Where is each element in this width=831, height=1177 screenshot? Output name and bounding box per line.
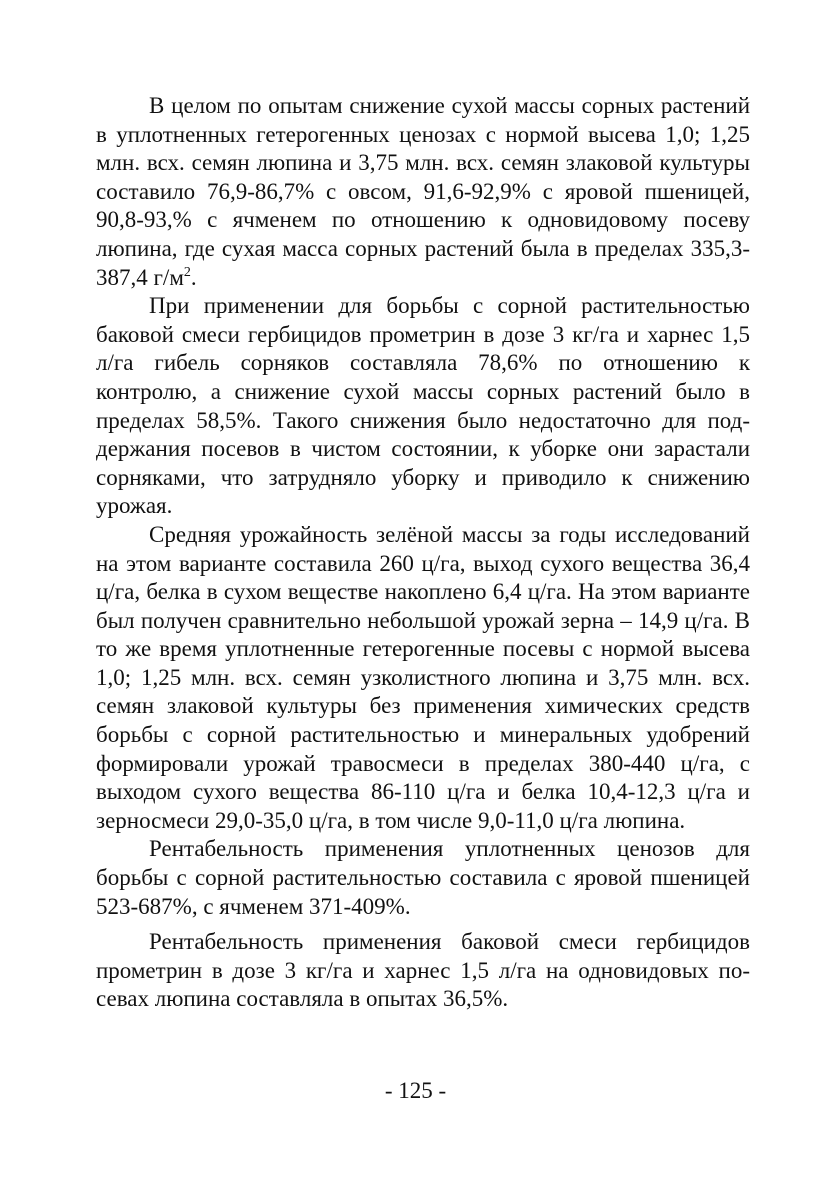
page-body [96,92,750,1014]
superscript: 2 [183,264,191,280]
page-number: - 125 - [384,1078,447,1103]
paragraph-text: В целом по опытам снижение сухой массы сорных растений в уплотненных гетерогенных ценозах с нормой высева 1,0; 1,25 млн. всх. семян люпина и 3,75 млн. всх. семян злаковой культуры составило 76,9-86,7% с овсом, 91,6-92,9% с яровой пшеницей, 90,8-93,% с ячменем по отношению к одновидовому посеву люпина, где сухая масса сорных растений была в пределах 335,3-387,4 г/м [96,93,750,290]
paragraph-profitability-cenoses: Рентабельность применения уплотненных ценозов для борьбы с сорной растительностью составила с яровой пшеницей 523-687%, с ячменем 371-409%. [96,836,750,919]
paragraph-weed-mass-reduction [96,92,750,292]
paragraph-herbicide-effect: При применении для борьбы с сорной растительностью баковой смеси гербицидов прометрин в дозе 3 кг/га и харнес 1,5 л/га гибель сорняков составляла 78,6% по отношению к контролю, а снижение сухой массы сорных растений было в пределах 58,5%. Такого снижения было недостаточно для поддержания посевов в чистом состоянии, к уборке они зарастали сорняками, что затрудняло уборку и приводило к снижению урожая. [96,293,750,519]
paragraph-profitability-herbicides: Рентабельность применения баковой смеси гербицидов прометрин в дозе 3 кг/га и харнес 1,5 л/га на одновидовых посевах люпина составляла в опытах 36,5%. [96,929,750,1012]
paragraph-tail: . [190,264,197,290]
paragraph-yield: Средняя урожайность зелёной массы за годы исследований на этом варианте составила 260 ц/га, выход сухого вещества 36,4 ц/га, белка в сухом веществе накоплено 6,4 ц/га. На этом варианте был получен сравнительно небольшой урожай зерна – 14,9 ц/га. В то же время уплотненные гетерогенные посевы с нормой высева 1,0; 1,25 млн. всх. семян узколистного люпина и 3,75 млн. всх. семян злаковой культуры без применения химических средств борьбы с сорной растительностью и минеральных удобрений формировали урожай травосмеси в пределах 380-440 ц/га, с выходом сухого вещества 86-110 ц/га и белка 10,4-12,3 ц/га и зерносмеси 29,0-35,0 ц/га, в том числе 9,0-11,0 ц/га люпина. [96,521,750,833]
